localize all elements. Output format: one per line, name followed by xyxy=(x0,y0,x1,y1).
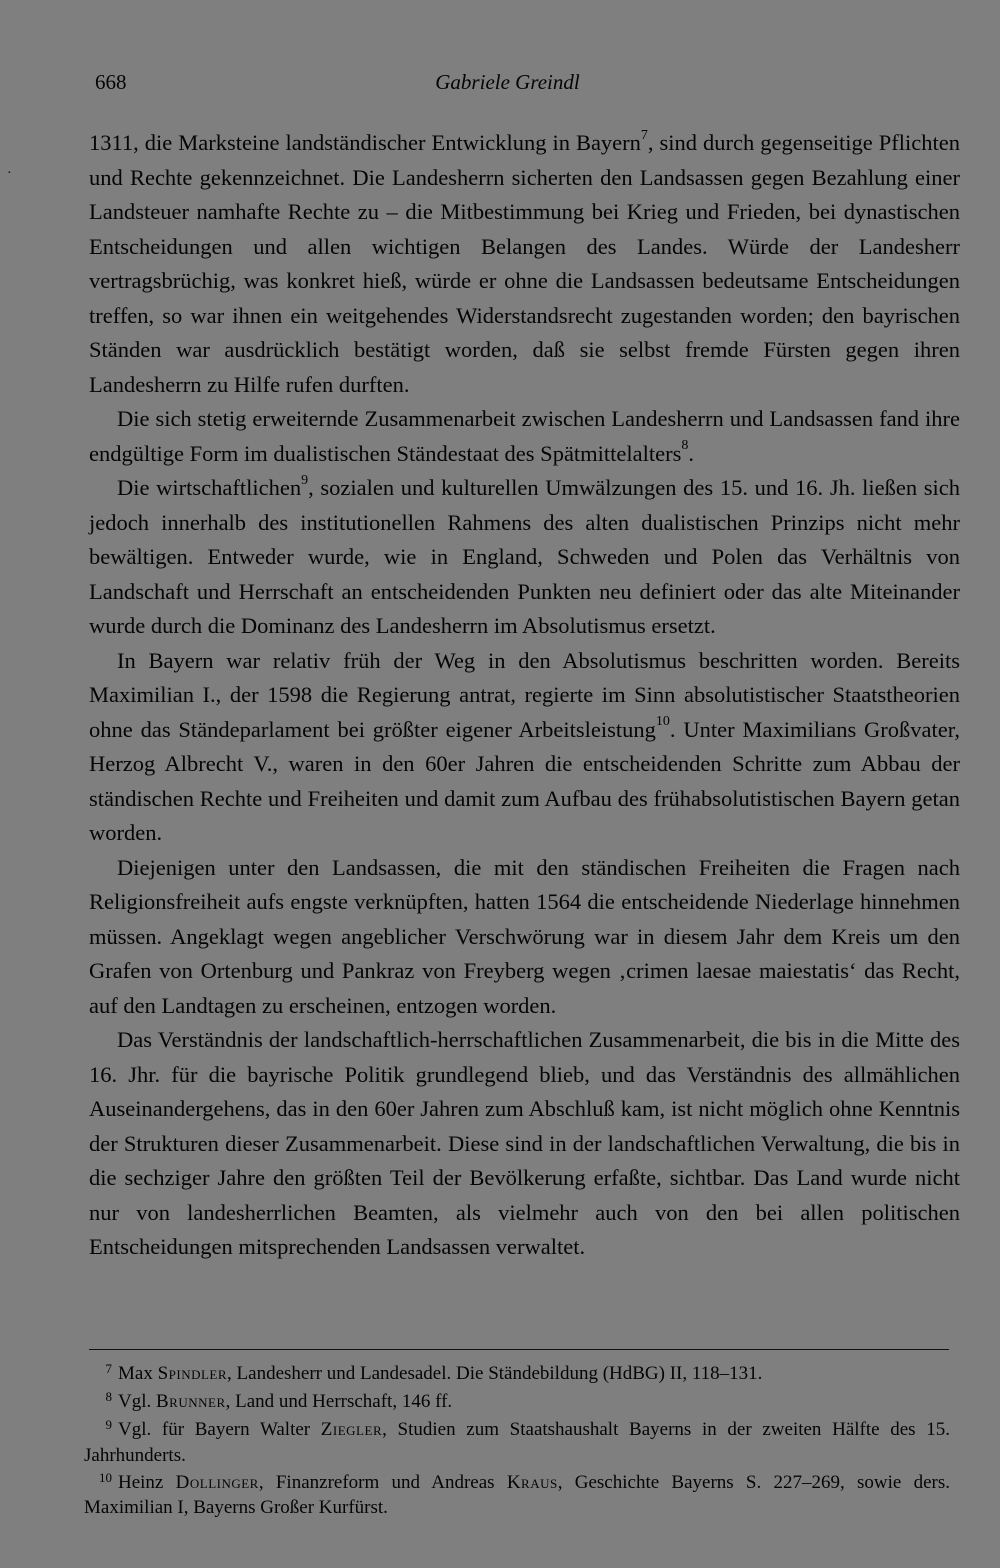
footnote-ref: 7 xyxy=(640,127,648,143)
text-run: Das Verständnis der landschaftlich-herrschaftlichen Zusammenarbeit, die bis in die Mitte des 16. Jhr. für die bayrische Politik grundlegend blieb, und das Verständnis des allmählichen Auseinandergehens, das in den 60er Jahren zum Abschluß kam, ist nicht möglich ohne Kenntnis der Strukturen dieser Zusammenarbeit. Diese sind in der landschaftlichen Verwaltung, die bis in die sechziger Jahre den größten Teil der Bevölkerung erfaßte, sichtbar. Das Land wurde nicht nur von landesherrlichen Beamten, als vielmehr auch von den bei allen politischen Entscheidungen mitsprechenden Landsassen verwaltet. xyxy=(89,1027,960,1259)
footnote xyxy=(84,1471,950,1520)
text-run: , sozialen und kulturellen Umwälzungen des 15. und 16. Jh. ließen sich jedoch innerhalb des institutionellen Rahmens des alten dualistischen Prinzips nicht mehr bewältigen. Entweder wurde, wie in England, Schweden und Polen das Verhältnis von Landschaft und Herrschaft an entscheidenden Punkten neu definiert oder das alte Miteinander wurde durch die Dominanz des Landesherrn im Absolutismus ersetzt. xyxy=(89,475,960,638)
author-name: Brunner xyxy=(156,1391,226,1413)
author-name: Kraus xyxy=(506,1471,558,1493)
text-run: . Unter Maximilians Großvater, Herzog Albrecht V., waren in den 60er Jahren die entscheidenden Schritte zum Abbau der ständischen Rechte und Freiheiten und damit zum Aufbau des frühabsolutistischen Bayern getan worden. xyxy=(89,716,960,845)
text-run: Die sich stetig erweiternde Zusammenarbeit zwischen Landesherrn und Landsassen fand ihre endgültige Form im dualistischen Ständestaat des Spätmittelalters xyxy=(89,406,960,466)
footnote-ref: 9 xyxy=(301,472,309,488)
text-run: , Geschichte Bayerns S. 227–269, sowie ders. Maximilian I, Bayerns Großer Kurfürst. xyxy=(84,1471,951,1519)
text-run: , Studien zum Staatshaushalt Bayerns in der zweiten Hälfte des 15. Jahrhunderts. xyxy=(84,1419,951,1466)
body-text xyxy=(89,126,960,1265)
margin-mark: · xyxy=(7,166,12,181)
text-run: Die wirtschaftlichen xyxy=(117,475,302,500)
footnote-number: 9 xyxy=(105,1417,112,1433)
footnote xyxy=(84,1418,950,1467)
paragraph xyxy=(89,471,960,644)
text-run: Vgl. für Bayern Walter xyxy=(118,1419,321,1441)
footnote-number: 7 xyxy=(105,1361,112,1376)
page-header xyxy=(95,70,920,100)
footnote xyxy=(84,1390,950,1415)
paragraph xyxy=(89,126,960,402)
text-run: 1311, die Marksteine landständischer Entwicklung in Bayern xyxy=(89,130,641,155)
footnote-ref: 10 xyxy=(655,714,670,729)
paragraph xyxy=(89,1023,960,1265)
author-name: Ziegler xyxy=(320,1419,383,1441)
author-name: Spindler xyxy=(157,1363,228,1384)
footnote-ref: 8 xyxy=(681,438,689,453)
author-name: Dollinger xyxy=(175,1471,259,1493)
text-run: , Landesherr und Landesadel. Die Ständebildung (HdBG) II, 118–131. xyxy=(227,1363,763,1384)
footnote-number: 8 xyxy=(105,1389,112,1405)
text-run: , sind durch gegenseitige Pflichten und Rechte gekennzeichnet. Die Landesherrn sicherten den Landsassen gegen Bezahlung einer Landsteuer namhafte Rechte zu – die Mitbestimmung bei Krieg und Frieden, bei dynastischen Entscheidungen und allen wichtigen Belangen des Landes. Würde der Landesherr vertragsbrüchig, was konkret hieß, würde er ohne die Landsassen bedeutsame Entscheidungen treffen, so war ihnen ein weitgehendes Widerstandsrecht zugestanden worden; den bayrischen Ständen war ausdrücklich bestätigt worden, daß sie selbst fremde Fürsten gegen ihren Landesherrn zu Hilfe rufen durften. xyxy=(89,130,960,397)
text-run: . xyxy=(688,440,695,466)
text-run: Max xyxy=(118,1363,158,1384)
paragraph xyxy=(89,644,960,851)
footnotes xyxy=(84,1362,950,1523)
running-head: Gabriele Greindl xyxy=(435,70,580,94)
text-run: , Land und Herrschaft, 146 ff. xyxy=(225,1391,453,1413)
paragraph xyxy=(89,851,960,1024)
footnote xyxy=(84,1362,950,1387)
text-run: Diejenigen unter den Landsassen, die mit den ständischen Freiheiten die Fragen nach Religionsfreiheit aufs engste verknüpften, hatten 1564 die entscheidende Niederlage hinnehmen müssen. Angeklagt wegen angeblicher Verschwörung war in diesem Jahr dem Kreis um den Grafen von Ortenburg und Pankraz von Freyberg wegen ‚crimen laesae maiestatis‘ das Recht, auf den Landtagen zu erscheinen, entzogen worden. xyxy=(89,854,960,1018)
text-run: Heinz xyxy=(118,1471,176,1493)
text-run: Vgl. xyxy=(118,1391,156,1413)
text-run: In Bayern war relativ früh der Weg in den Absolutismus beschritten worden. Bereits Maximilian I., der 1598 die Regierung antrat, regierte im Sinn absolutistischer Staatstheorien ohne das Ständeparlament bei größter eigener Arbeitsleistung xyxy=(89,647,960,742)
text-run: , Finanzreform und Andreas xyxy=(258,1471,507,1493)
page-number: 668 xyxy=(95,70,127,94)
footnote-number: 10 xyxy=(99,1469,112,1485)
paragraph xyxy=(89,402,960,471)
footnote-rule xyxy=(89,1349,949,1350)
